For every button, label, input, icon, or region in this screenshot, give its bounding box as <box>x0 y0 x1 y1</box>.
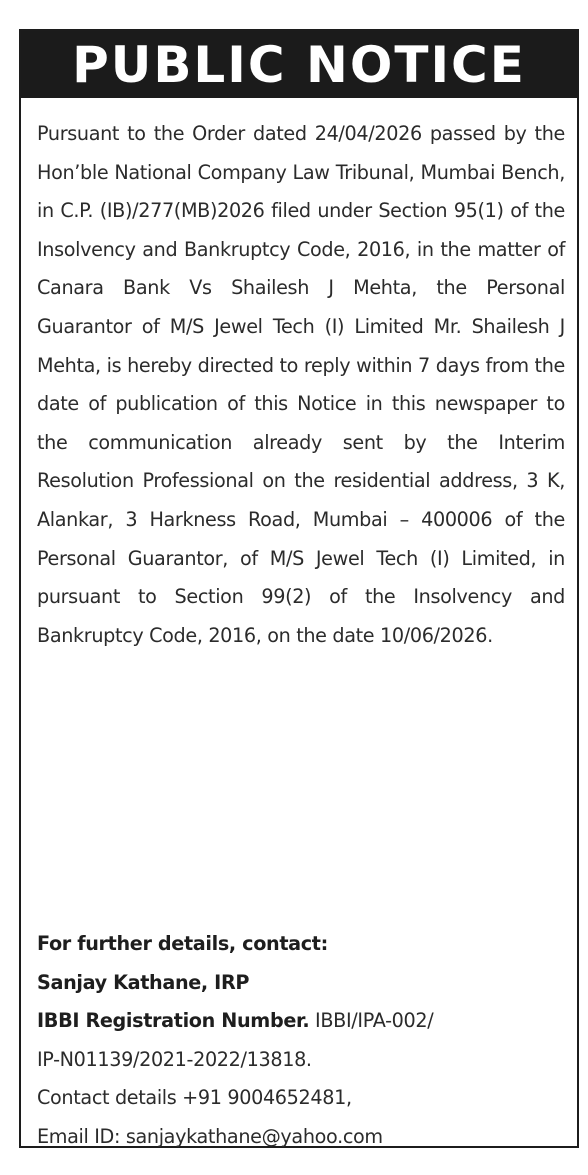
contact-name: Sanjay Kathane, IRP <box>37 970 250 994</box>
contact-heading: For further details, contact: <box>37 932 328 955</box>
registration-value-end: IP-N01139/2021-2022/13818. <box>37 1047 312 1071</box>
registration-label: IBBI Registration Number. <box>37 1009 310 1033</box>
contact-email: Email ID: sanjaykathane@yahoo.com <box>37 1124 383 1148</box>
notice-body: Pursuant to the Order dated 24/04/2026 passed by the Hon’ble National Company Law Tribunal, Mumbai Bench, in C.P. (IB)/277(MB)2026 filed under Section 95(1) of the Insolvency and Bankruptcy Code, 2016, in the matter of Canara Bank Vs Shailesh J Mehta, the Personal Guarantor of M/S Jewel Tech (I) Limited Mr. Shailesh J Mehta, is hereby directed to reply within 7 days from the date of publication of this Notice in this newspaper to the communication already sent by the Interim Resolution Professional on the residential address, 3 K, Alankar, 3 Harkness Road, Mumbai – 400006 of the Personal Guarantor, of M/S Jewel Tech (I) Limited, in pursuant to Section 99(2) of the Insolvency and Bankruptcy Code, 2016, on the date 10/06/2026. <box>37 122 565 647</box>
public-notice <box>19 29 579 1148</box>
registration-line <box>37 1002 565 1041</box>
notice-title: PUBLIC NOTICE <box>21 31 577 98</box>
contact-block <box>37 925 565 1157</box>
registration-value-start: IBBI/IPA-002/ <box>309 1009 434 1033</box>
contact-phone: Contact details +91 9004652481, <box>37 1086 352 1110</box>
